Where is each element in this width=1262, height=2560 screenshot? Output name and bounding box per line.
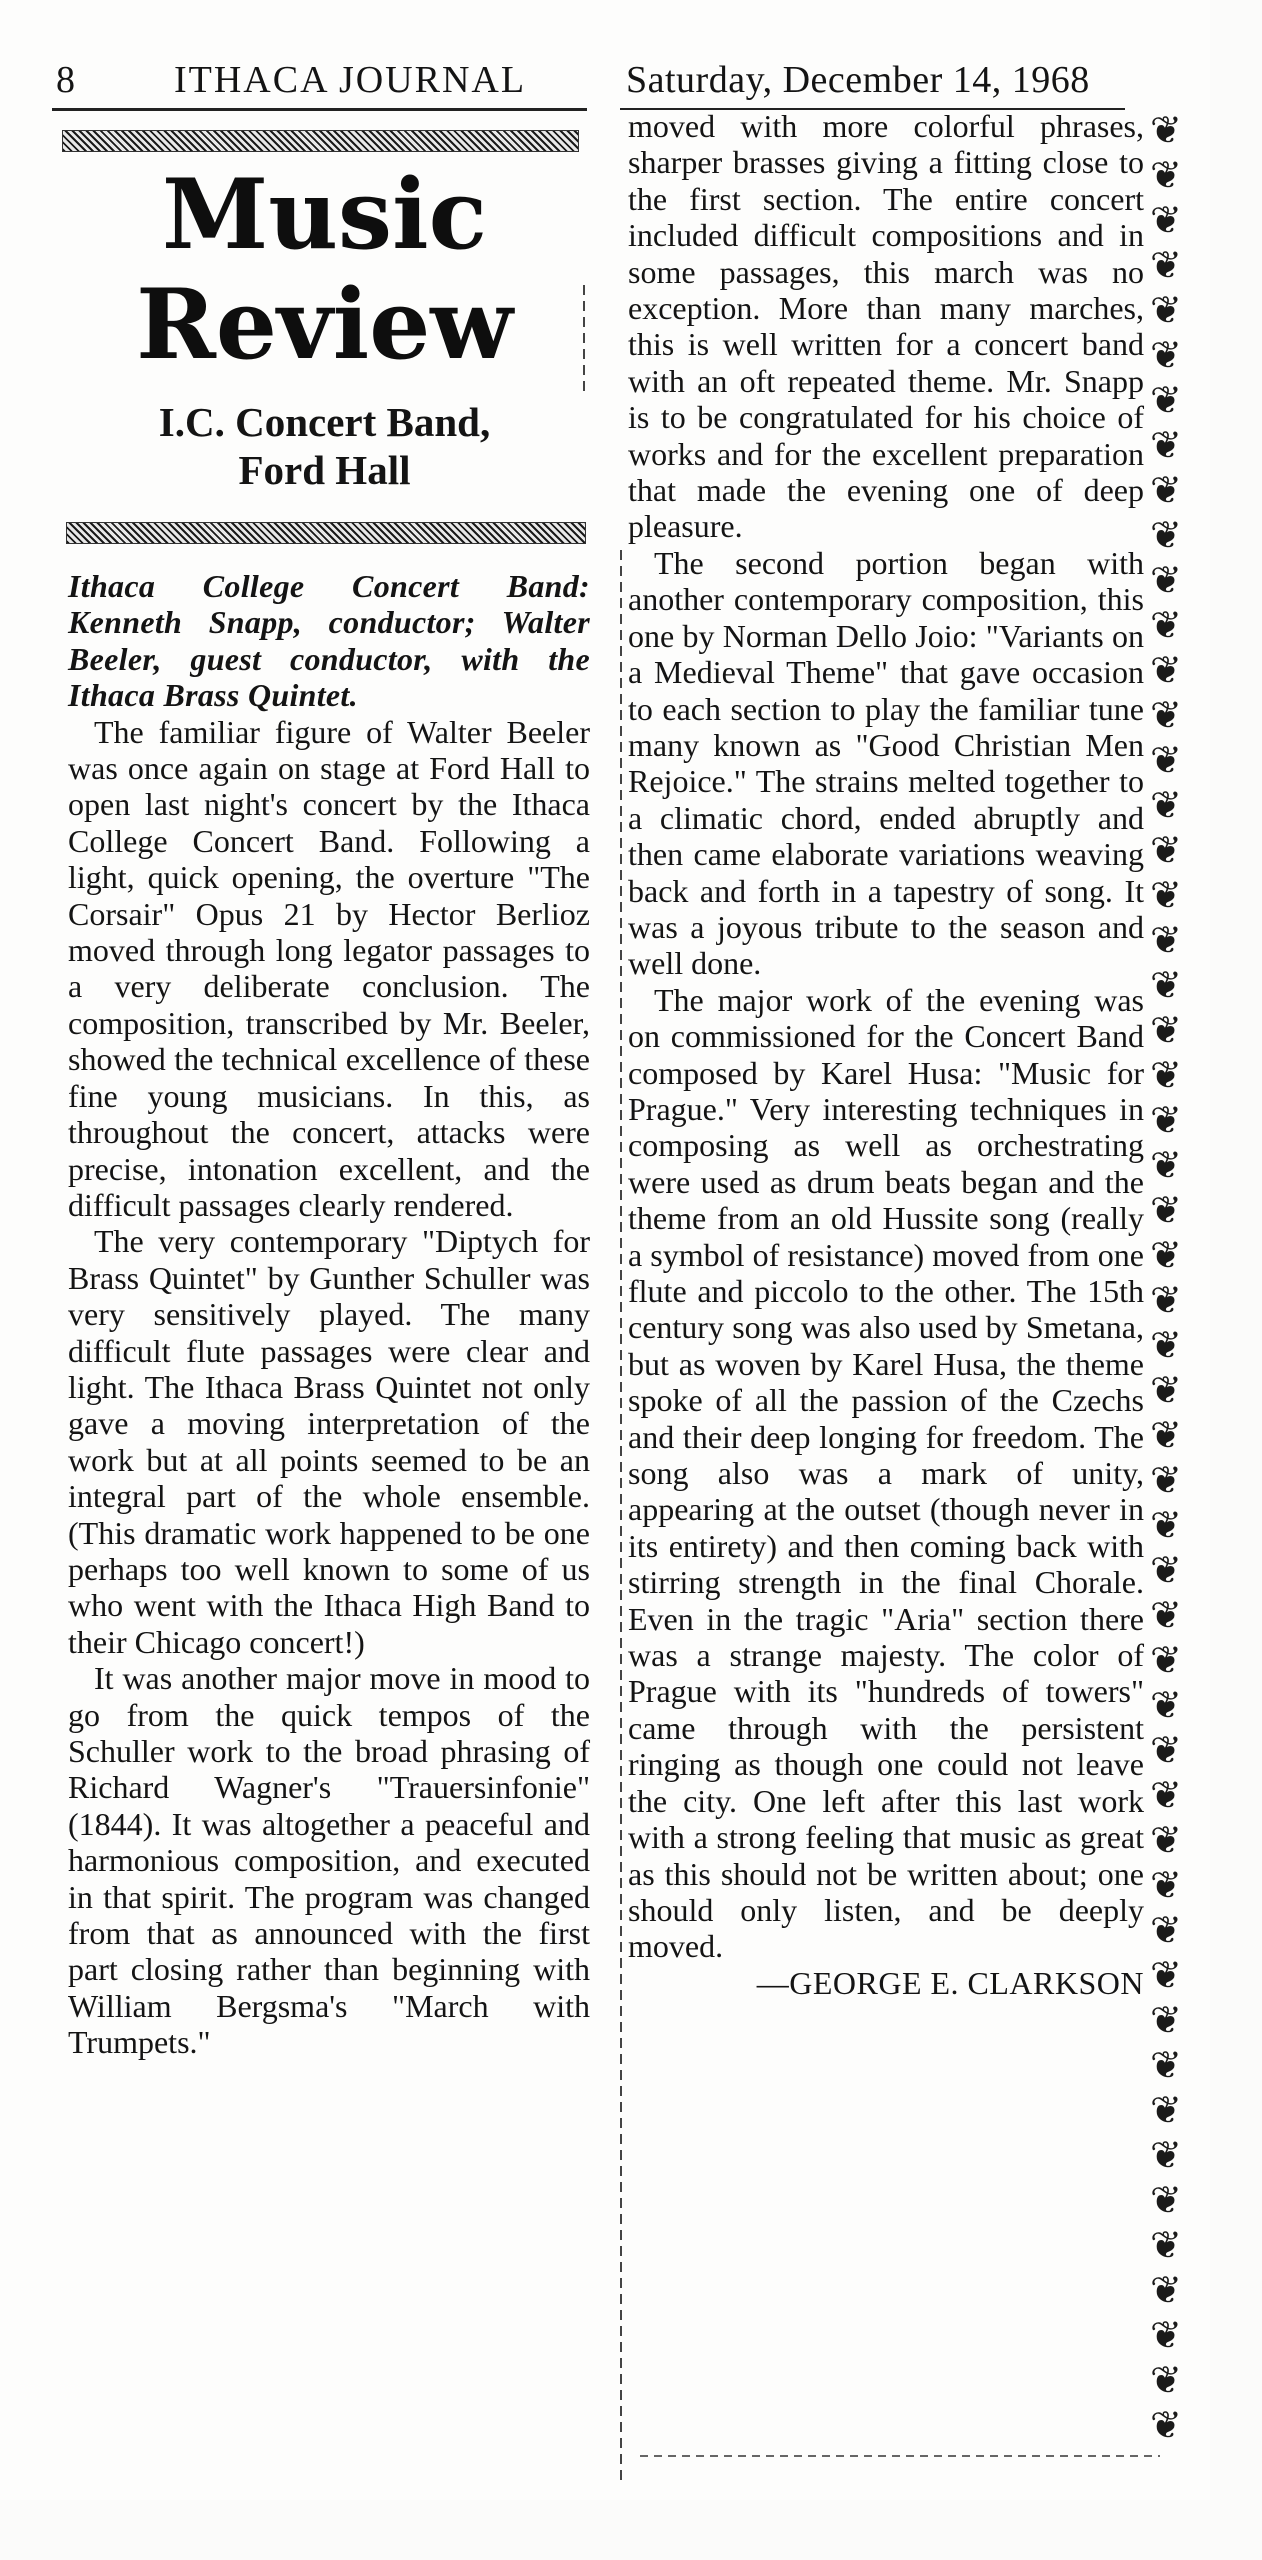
headline-column-rule — [583, 285, 585, 395]
paragraph-4: moved with more colorful phrases, sharper brasses giving a fitting close to the first section. The entire concert included difficult compositions and in some passages, this march was no exception. More than many marches, this is well written for a concert band with an oft repeated theme. Mr. Snapp is to be congratulated for his choice of works and for the excellent preparation that made the evening one of deep pleasure. — [628, 108, 1144, 545]
header-rule — [52, 108, 587, 111]
subheadline-line-1: I.C. Concert Band, — [158, 399, 491, 445]
page-header — [52, 52, 1127, 110]
publication-date: Saturday, December 14, 1968 — [626, 59, 1090, 101]
headline-line-1: Music — [161, 158, 488, 271]
paragraph-3: It was another major move in mood to go from the quick tempos of the Schuller work to the broad phrasing of Richard Wagner's "Trauersinfonie" (1844). It was altogether a peaceful and harmonious composition, and executed in that spirit. The program was changed from that as announced with the first part closing rather than beginning with William Bergsma's "March with Trumpets." — [68, 1660, 590, 2061]
paragraph-5: The second portion began with another contemporary composition, this one by Norman Dello Joio: "Variants on a Medieval Theme" that gave occasion to each section to play the familiar tune many known as "Good Christian Men Rejoice." The strains melted together to a climatic chord, ended abruptly and then came elaborate variations weaving back and forth in a tapestry of song. It was a joyous tribute to the season and well done. — [628, 544, 1144, 982]
newspaper-name: ITHACA JOURNAL — [174, 59, 527, 101]
author-signature: —GEORGE E. CLARKSON — [756, 1964, 1144, 2001]
paragraph-1: The familiar figure of Walter Beeler was once again on stage at Ford Hall to open last night's concert by the Ithaca College Concert Band. Following a light, quick opening, the overture "The Corsair" Opus 21 by Hector Berlioz moved through long legator passages to a very deliberate conclusion. The composition, transcribed by Mr. Beeler, showed the technical excellence of these fine young musicians. In this, as throughout the concert, attacks were precise, intonation excellent, and the difficult passages clearly rendered. — [68, 713, 590, 1223]
subheadline-line-2: Ford Hall — [238, 447, 411, 493]
paragraph-6: The major work of the evening was on commissioned for the Concert Band composed by Karel Husa: "Music for Prague." Very interesting techniques in composing as well as orchestrating were used as drum beats began and the theme from an old Hussite song (really a symbol of resistance) moved from one flute and piccolo to the other. The 15th century song was also used by Smetana, but as woven by Karel Husa, the theme spoke of all the passion of the Czechs and their deep longing for freedom. The song also was a mark of unity, appearing at the outset (though never in its entirety) and then coming back with stirring strength in the final Chorale. Even in the tragic "Aria" section there was a strange majesty. The color of Prague with its "hundreds of towers" came through with the persistent ringing as though one could not leave the city. One left after this last work with a strong feeling that music as great as this should not be written about; one should only listen, and be deeply moved. — [628, 981, 1144, 1965]
paragraph-2: The very contemporary "Diptych for Brass Quintet" by Gunther Schuller was very sensitively played. The many difficult flute passages were clear and light. The Ithaca Brass Quintet not only gave a moving interpretation of the work but at all points seemed to be an integral part of the whole ensemble. (This dramatic work happened to be one perhaps too well known to some of us who went with the Ithaca High Band to their Chicago concert!) — [68, 1223, 590, 1660]
headline-line-2: Review — [136, 268, 513, 381]
column-rule — [620, 550, 622, 2480]
left-column — [68, 568, 590, 2061]
article-credits: Ithaca College Concert Band: Kenneth Snapp, conductor; Walter Beeler, guest conductor, with the Ithaca Brass Quintet. — [68, 568, 590, 714]
bottom-hatch-divider — [66, 522, 586, 544]
bottom-rule — [640, 2455, 1160, 2457]
page-number: 8 — [56, 59, 76, 101]
top-hatch-divider — [62, 130, 579, 152]
right-column — [628, 108, 1144, 2001]
torn-edge-decoration: ❦ ❦ ❦ ❦ ❦ ❦ ❦ ❦ ❦ ❦ ❦ ❦ ❦ ❦ ❦ ❦ ❦ ❦ ❦ ❦ ❦ ❦ ❦ ❦ ❦ ❦ ❦ ❦ ❦ ❦ ❦ ❦ ❦ ❦ ❦ ❦ ❦ ❦ ❦ ❦ ❦ ❦ ❦ ❦ ❦ ❦ ❦ ❦ ❦ ❦ ❦ ❦ — [1150, 108, 1182, 2447]
